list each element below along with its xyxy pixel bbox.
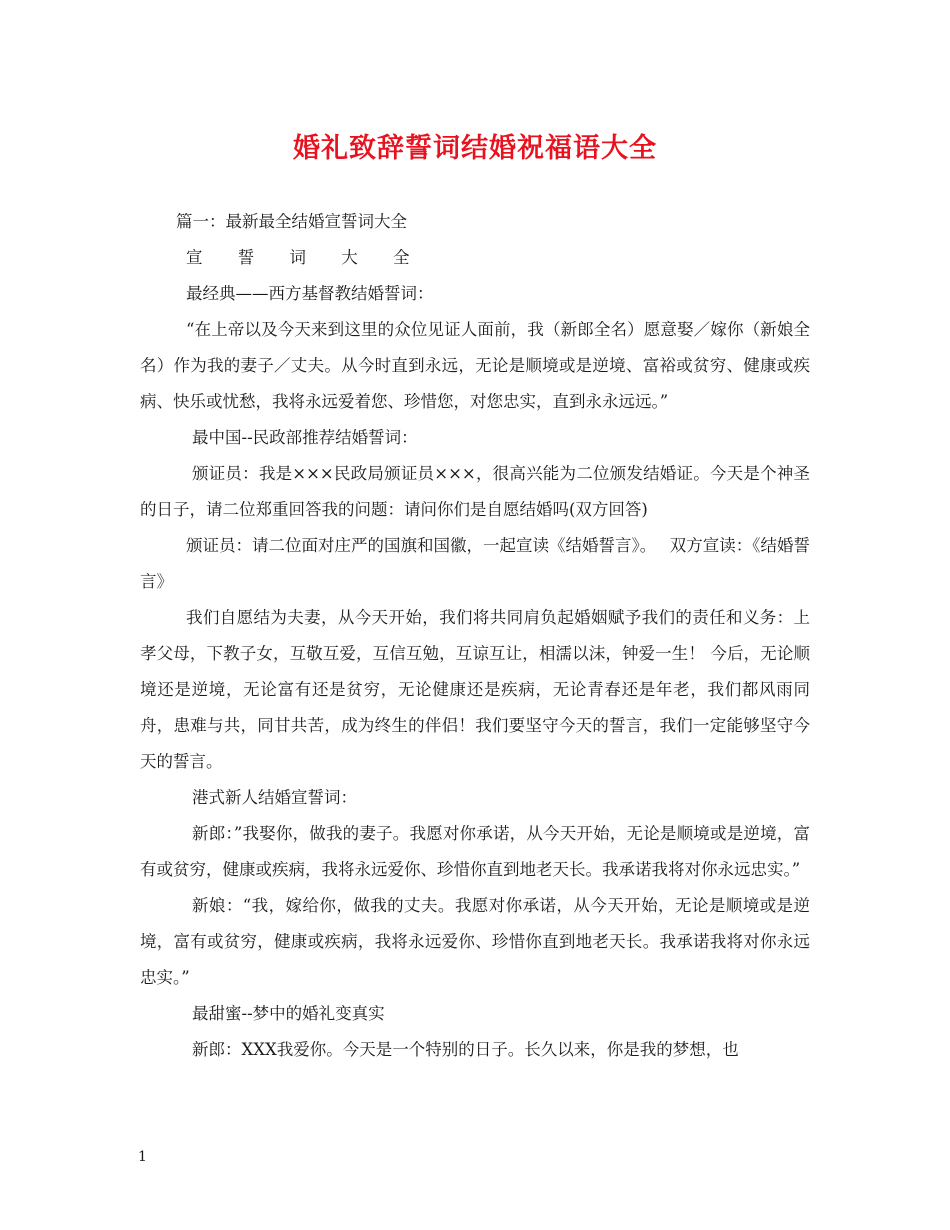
subsection-heading: 宣 誓 词 大 全 [186,248,425,267]
page-number: 1 [138,1149,147,1165]
paragraph: 新娘：“我，嫁给你，做我的丈夫。我愿对你承诺，从今天开始，无论是顺境或是逆境，富有或贫穷，健康或疾病，我将永远爱你、珍惜你直到地老天长。我承诺我将对你永远忠实。” [140,896,810,987]
paragraph: 港式新人结婚宣誓词： [192,788,357,807]
paragraph: 最中国--民政部推荐结婚誓词： [192,428,418,447]
document-body [140,204,810,1068]
paragraph: 颁证员：请二位面对庄严的国旗和国徽，一起宣读《结婚誓言》。 双方宣读：《结婚誓言》 [140,536,810,591]
paragraph: 我们自愿结为夫妻，从今天开始，我们将共同肩负起婚姻赋予我们的责任和义务：上孝父母，下教子女，互敬互爱，互信互勉，互谅互让，相濡以沫，钟爱一生！ 今后，无论顺境还是逆境，无论富有还是贫穷，无论健康还是疾病，无论青春还是年老，我们都风雨同舟，患难与共，同甘共苦，成为终生的伴侣！我们要坚守今天的誓言，我们一定能够坚守今天的誓言。 [140,608,810,771]
paragraph: “在上帝以及今天来到这里的众位见证人面前，我（新郎全名）愿意娶／嫁你（新娘全名）作为我的妻子／丈夫。从今时直到永远，无论是顺境或是逆境、富裕或贫穷、健康或疾病、快乐或忧愁，我将永远爱着您、珍惜您，对您忠实，直到永永远远。” [140,320,810,411]
paragraph: 新郎：”我娶你，做我的妻子。我愿对你承诺，从今天开始，无论是顺境或是逆境，富有或贫穷，健康或疾病，我将永远爱你、珍惜你直到地老天长。我承诺我将对你永远忠实。” [140,824,810,879]
section-heading: 篇一：最新最全结婚宣誓词大全 [176,212,407,231]
paragraph: 新郎：XXX我爱你。今天是一个特别的日子。长久以来，你是我的梦想，也 [192,1040,739,1059]
paragraph: 最甜蜜--梦中的婚礼变真实 [192,1004,385,1023]
paragraph: 颁证员：我是×××民政局颁证员×××，很高兴能为二位颁发结婚证。今天是个神圣的日子，请二位郑重回答我的问题：请问你们是自愿结婚吗(双方回答) [140,464,810,519]
paragraph: 最经典——西方基督教结婚誓词： [186,284,434,303]
document-title: 婚礼致辞誓词结婚祝福语大全 [293,133,657,164]
